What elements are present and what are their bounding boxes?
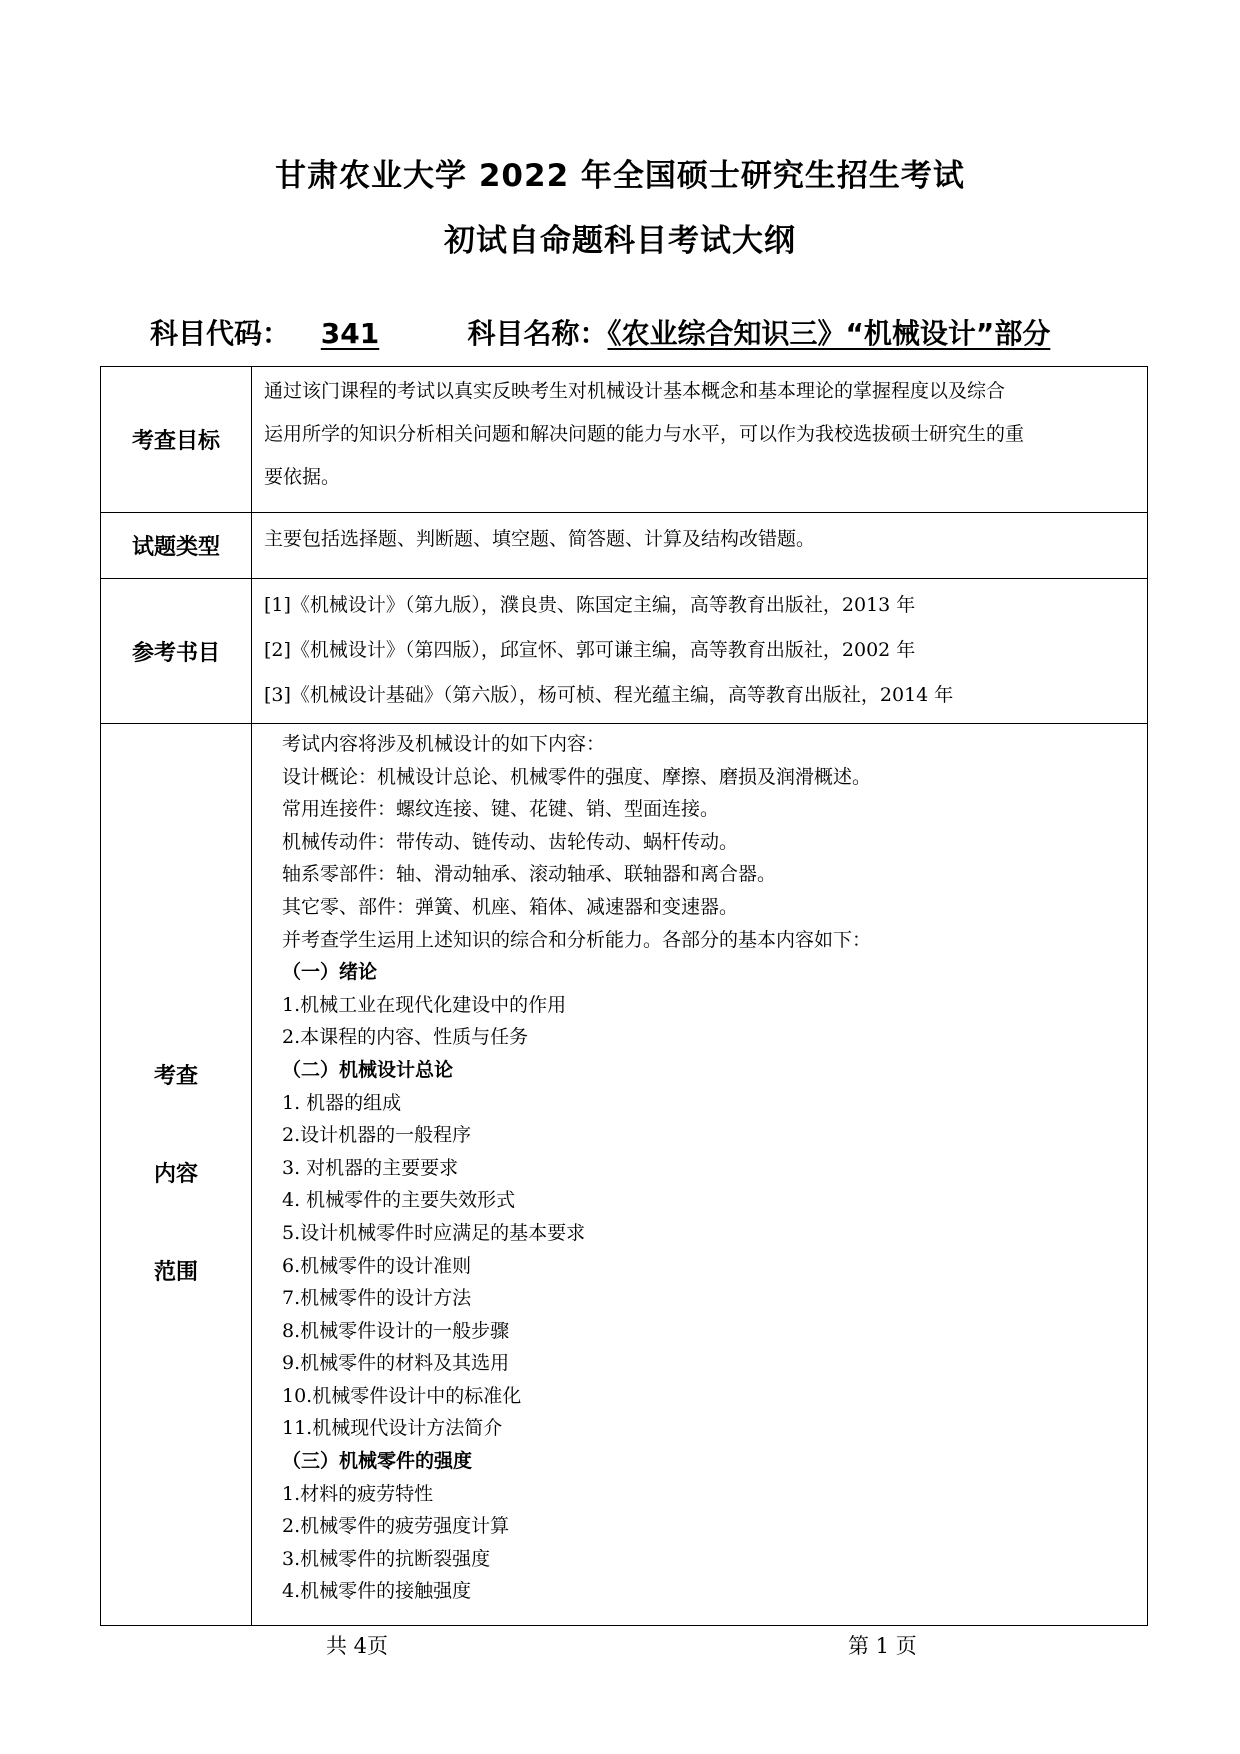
section-item: 1.材料的疲劳特性 — [282, 1482, 434, 1505]
goal-line: 运用所学的知识分析相关问题和解决问题的能力与水平，可以作为我校选拔硕士研究生的重 — [264, 423, 1025, 445]
book-item: [3]《机械设计基础》（第六版），杨可桢、程光蕴主编，高等教育出版社，2014 年 — [264, 684, 954, 706]
scope-intro-line: 其它零、部件：弹簧、机座、箱体、减速器和变速器。 — [282, 895, 739, 918]
type-label: 试题类型 — [101, 513, 252, 579]
section-item: 1.机械工业在现代化建设中的作用 — [282, 993, 567, 1016]
subject-name-label: 科目名称： — [467, 317, 608, 350]
book-item: [2]《机械设计》（第四版），邱宣怀、郭可谦主编，高等教育出版社，2002 年 — [264, 639, 916, 661]
document-title-line2: 初试自命题科目考试大纲 — [444, 223, 796, 259]
subject-line — [150, 312, 1050, 352]
books-label: 参考书目 — [101, 579, 252, 724]
section-item: 2.机械零件的疲劳强度计算 — [282, 1515, 510, 1538]
section-item: 4.机械零件的接触强度 — [282, 1580, 472, 1603]
subject-name-value: 《农业综合知识三》“机械设计”部分 — [607, 317, 1051, 350]
scope-intro-line: 机械传动件：带传动、链传动、齿轮传动、蜗杆传动。 — [282, 830, 739, 853]
scope-label-line: 内容 — [153, 1161, 198, 1187]
row-exam-scope — [101, 724, 1148, 1626]
scope-intro-line: 考试内容将涉及机械设计的如下内容： — [282, 733, 606, 755]
scope-label-line: 考查 — [153, 1063, 198, 1089]
type-content: 主要包括选择题、判断题、填空题、简答题、计算及结构改错题。 — [252, 513, 1148, 579]
outline-table — [100, 366, 1148, 1626]
scope-intro-line: 设计概论：机械设计总论、机械零件的强度、摩擦、磨损及润滑概述。 — [282, 765, 872, 788]
row-goal — [101, 367, 1148, 513]
book-item: [1]《机械设计》（第九版），濮良贵、陈国定主编，高等教育出版社，2013 年 — [264, 594, 916, 616]
goal-line: 要依据。 — [264, 466, 341, 488]
scope-intro-line: 并考查学生运用上述知识的综合和分析能力。各部分的基本内容如下： — [282, 928, 872, 951]
subject-code-label: 科目代码： — [150, 317, 291, 350]
section-item: 3. 对机器的主要要求 — [282, 1156, 459, 1179]
section-heading: （三）机械零件的强度 — [282, 1450, 473, 1473]
footer-total-pages: 共 4页 — [326, 1634, 389, 1658]
section-heading: （二）机械设计总论 — [282, 1058, 454, 1081]
scope-label-line: 范围 — [153, 1259, 198, 1285]
section-item: 11.机械现代设计方法简介 — [282, 1417, 503, 1440]
section-item: 3.机械零件的抗断裂强度 — [282, 1547, 491, 1570]
goal-line: 通过该门课程的考试以真实反映考生对机械设计基本概念和基本理论的掌握程度以及综合 — [264, 380, 1006, 402]
footer-page-number: 第 1 页 — [848, 1634, 917, 1658]
section-item: 7.机械零件的设计方法 — [282, 1287, 472, 1310]
scope-label — [101, 724, 252, 1626]
section-heading: （一）绪论 — [282, 961, 378, 984]
row-question-type — [101, 513, 1148, 579]
section-item: 5.设计机械零件时应满足的基本要求 — [282, 1221, 586, 1244]
scope-intro-line: 轴系零部件：轴、滑动轴承、滚动轴承、联轴器和离合器。 — [282, 863, 777, 886]
document-title-line1: 甘肃农业大学 2022 年全国硕士研究生招生考试 — [275, 158, 965, 194]
row-reference-books — [101, 579, 1148, 724]
section-item: 9.机械零件的材料及其选用 — [282, 1352, 510, 1375]
scope-intro-line: 常用连接件：螺纹连接、键、花键、销、型面连接。 — [282, 798, 720, 821]
books-content — [252, 579, 1148, 724]
section-item: 8.机械零件设计的一般步骤 — [282, 1319, 510, 1342]
scope-content — [252, 724, 1148, 1626]
section-item: 6.机械零件的设计准则 — [282, 1254, 472, 1277]
section-item: 1. 机器的组成 — [282, 1091, 402, 1114]
section-item: 4. 机械零件的主要失效形式 — [282, 1189, 516, 1212]
section-item: 2.设计机器的一般程序 — [282, 1124, 472, 1147]
goal-content — [252, 367, 1148, 513]
goal-label: 考查目标 — [101, 367, 252, 513]
section-item: 2.本课程的内容、性质与任务 — [282, 1026, 529, 1049]
subject-code-value: 341 — [320, 317, 380, 350]
section-item: 10.机械零件设计中的标准化 — [282, 1384, 522, 1407]
